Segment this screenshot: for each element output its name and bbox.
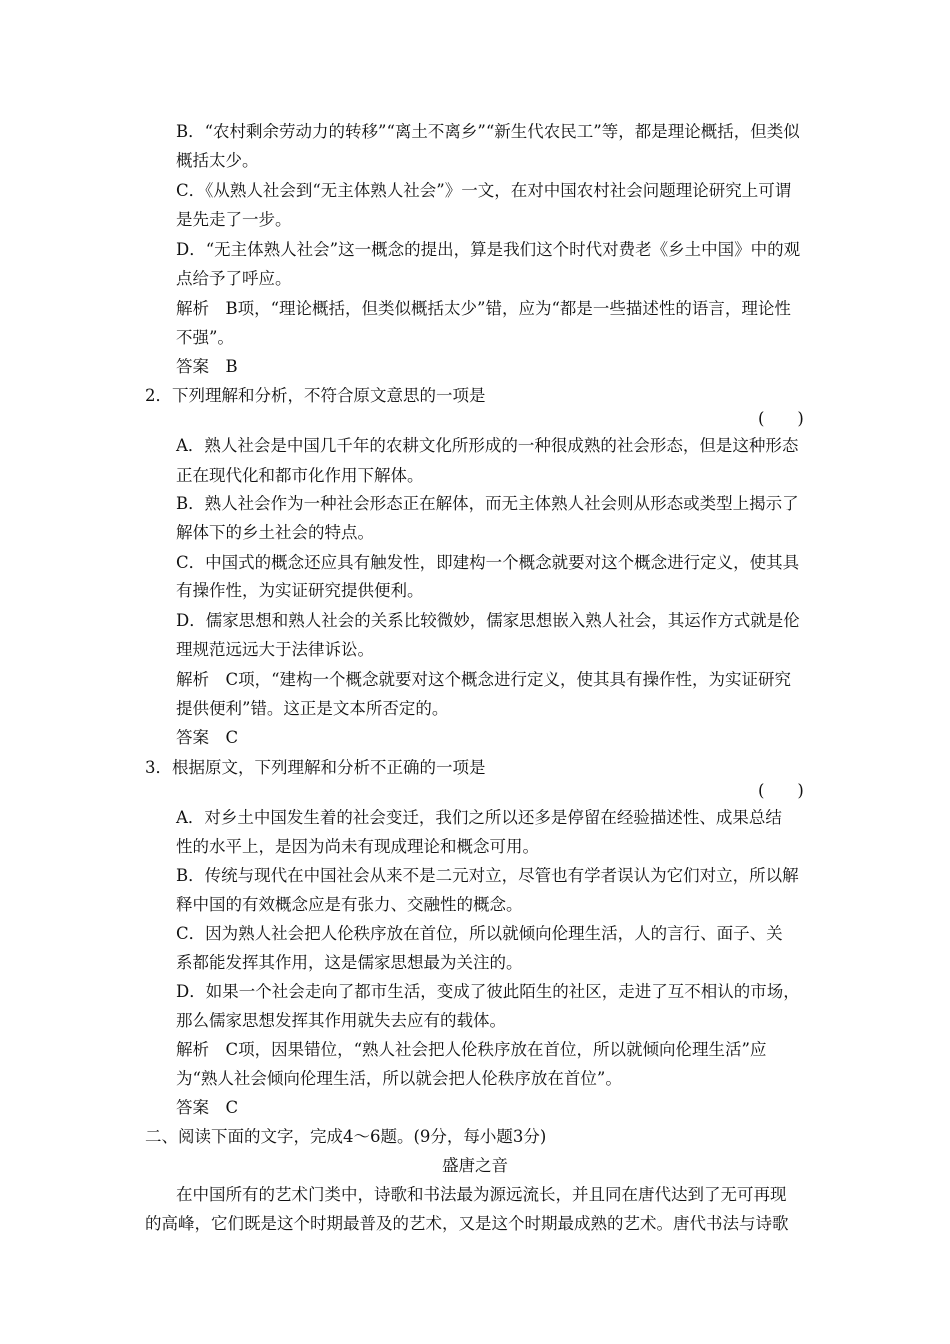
q3-option-c-line2: 系都能发挥其作用，这是儒家思想最为关注的。 (176, 953, 523, 972)
q3-option-b-line2: 释中国的有效概念应是有张力、交融性的概念。 (176, 895, 523, 914)
q3-stem: 3．根据原文，下列理解和分析不正确的一项是 (145, 758, 486, 777)
q1-analysis-line2: 不强”。 (176, 328, 234, 347)
q2-option-a-line2: 正在现代化和都市化作用下解体。 (176, 466, 424, 485)
q3-option-b-line1: B．传统与现代在中国社会从来不是二元对立，尽管也有学者误认为它们对立，所以解 (176, 866, 799, 885)
q1-option-b-line1: B．“农村剩余劳动力的转移”“离土不离乡”“新生代农民工”等，都是理论概括，但类似 (176, 122, 800, 141)
q1-option-d-line1: D．“无主体熟人社会”这一概念的提出，算是我们这个时代对费老《乡土中国》中的观 (176, 240, 801, 259)
q1-analysis-line1: 解析 B项，“理论概括，但类似概括太少”错，应为“都是一些描述性的语言，理论性 (176, 299, 791, 318)
passage-para-line1: 在中国所有的艺术门类中，诗歌和书法最为源远流长，并且同在唐代达到了无可再现 (176, 1185, 787, 1204)
q3-analysis-line2: 为“熟人社会倾向伦理生活，所以就会把人伦秩序放在首位”。 (176, 1069, 622, 1088)
q2-option-d-line2: 理规范远远大于法律诉讼。 (176, 640, 374, 659)
q2-option-b-line1: B．熟人社会作为一种社会形态正在解体，而无主体熟人社会则从形态或类型上揭示了 (176, 494, 799, 513)
q3-option-a-line2: 性的水平上，是因为尚未有现成理论和概念可用。 (176, 837, 539, 856)
passage-para-line2: 的高峰，它们既是这个时期最普及的艺术，又是这个时期最成熟的艺术。唐代书法与诗歌 (145, 1214, 789, 1233)
q2-option-c-line1: C．中国式的概念还应具有触发性，即建构一个概念就要对这个概念进行定义，使其具 (176, 553, 800, 572)
q3-analysis-line1: 解析 C项，因果错位，“熟人社会把人伦秩序放在首位，所以就倾向伦理生活”应 (176, 1040, 767, 1059)
q2-option-b-line2: 解体下的乡土社会的特点。 (176, 523, 374, 542)
q2-option-c-line2: 有操作性，为实证研究提供便利。 (176, 581, 424, 600)
q3-option-c-line1: C．因为熟人社会把人伦秩序放在首位，所以就倾向伦理生活，人的言行、面子、关 (176, 924, 783, 943)
q2-option-a-line1: A．熟人社会是中国几千年的农耕文化所形成的一种很成熟的社会形态，但是这种形态 (176, 436, 799, 455)
q1-option-b-line2: 概括太少。 (176, 151, 259, 170)
q1-answer: 答案 B (176, 357, 238, 376)
q1-option-c-line1: C．《从熟人社会到“无主体熟人社会”》一文，在对中国农村社会问题理论研究上可谓 (176, 181, 792, 200)
q2-answer-bracket: ( ) (758, 409, 804, 428)
section2-heading: 二、阅读下面的文字，完成4～6题。(9分，每小题3分) (145, 1127, 547, 1146)
q2-analysis-line2: 提供便利”错。这正是文本所否定的。 (176, 699, 449, 718)
q2-analysis-line1: 解析 C项，“建构一个概念就要对这个概念进行定义，使其具有操作性，为实证研究 (176, 670, 792, 689)
q3-option-a-line1: A．对乡土中国发生着的社会变迁，我们之所以还多是停留在经验描述性、成果总结 (176, 808, 782, 827)
q2-answer: 答案 C (176, 728, 239, 747)
q1-option-d-line2: 点给予了呼应。 (176, 269, 292, 288)
q3-option-d-line1: D．如果一个社会走向了都市生活，变成了彼此陌生的社区，走进了互不相认的市场， (176, 982, 800, 1001)
q3-answer: 答案 C (176, 1098, 239, 1117)
q2-option-d-line1: D．儒家思想和熟人社会的关系比较微妙，儒家思想嵌入熟人社会，其运作方式就是伦 (176, 611, 800, 630)
q3-option-d-line2: 那么儒家思想发挥其作用就失去应有的载体。 (176, 1011, 506, 1030)
q2-stem: 2．下列理解和分析，不符合原文意思的一项是 (145, 386, 486, 405)
passage-title: 盛唐之音 (442, 1156, 508, 1175)
q3-answer-bracket: ( ) (758, 781, 804, 800)
q1-option-c-line2: 是先走了一步。 (176, 210, 292, 229)
